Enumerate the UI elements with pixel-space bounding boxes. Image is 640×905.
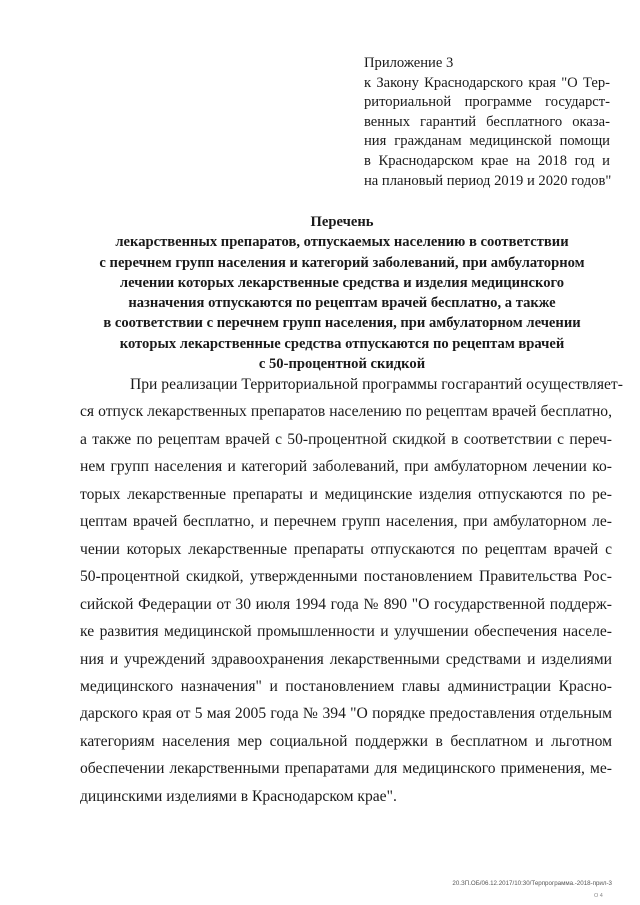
body-line: а также по рецептам врачей с 50-процентной скидкой в соответствии с переч- [80,430,612,448]
title-line: Перечень [310,214,374,230]
body-line: дицинскими изделиями в Краснодарском крае". [80,787,397,805]
title-line: с перечнем групп населения и категорий заболеваний, при амбулаторном [99,254,585,271]
title-line: с 50-процентной скидкой [258,356,426,373]
body-line: категориям населения мер социальной поддержки в бесплатном и льготном [80,732,612,750]
appendix-line: риториальной программе государст- [364,94,610,111]
body-line: При реализации Территориальной программы госгарантий осуществляет- [130,376,623,393]
body-line: торых лекарственные препараты и медицинские изделия отпускаются по ре- [80,485,612,503]
body-paragraph [80,371,623,810]
footer-file-stamp: 20.ЗП.ОБ/06.12.2017/10:30/Терпрограмма.-2018-прил-3 [452,880,612,887]
appendix-line: в Краснодарском крае на 2018 год и [364,152,610,169]
appendix-line: ния гражданам медицинской помощи [364,133,610,150]
appendix-line: к Закону Краснодарского края "О Тер- [364,74,610,91]
appendix-line: Приложение 3 [364,55,454,71]
body-line: дарского края от 5 мая 2005 года № 394 "О порядке предоставления отдельным [80,705,612,723]
appendix-note [364,54,610,191]
body-line: ся отпуск лекарственных препаратов населению по рецептам врачей бесплатно, [80,403,612,421]
title-line: в соответствии с перечнем групп населения, при амбулаторном лечении [103,315,581,332]
body-line: цептам врачей бесплатно, и перечнем групп населения, при амбулаторном ле- [80,513,612,531]
appendix-line: венных гарантий бесплатного оказа- [364,113,610,130]
title-line: назначения отпускаются по рецептам врачей бесплатно, а также [128,295,556,312]
title-line: лечении которых лекарственные средства и изделия медицинского [119,274,565,291]
title-line: которых лекарственные средства отпускаются по рецептам врачей [119,335,565,352]
body-line: медицинского назначения" и постановлением главы администрации Красно- [80,677,612,695]
body-line: сийской Федерации от 30 июля 1994 года № 890 "О государственной поддерж- [80,595,612,613]
body-line: обеспечении лекарственными препаратами для медицинского применения, ме- [80,760,612,778]
appendix-line: на плановый период 2019 и 2020 годов" [364,172,612,189]
title-line: лекарственных препаратов, отпускаемых населению в соответствии [115,234,569,251]
footer-page-mark: О 4 [594,893,603,899]
body-line: чении которых лекарственные препараты отпускаются по рецептам врачей с [80,540,612,558]
body-line: нем групп населения и категорий заболеваний, при амбулаторном лечении ко- [80,458,612,476]
body-line: ке развития медицинской промышленности и улучшении обеспечения населе- [80,623,612,641]
body-line: 50-процентной скидкой, утвержденными постановлением Правительства Рос- [80,568,612,586]
document-title [82,212,602,374]
body-line: ния и учреждений здравоохранения лекарственными средствами и изделиями [80,650,612,668]
